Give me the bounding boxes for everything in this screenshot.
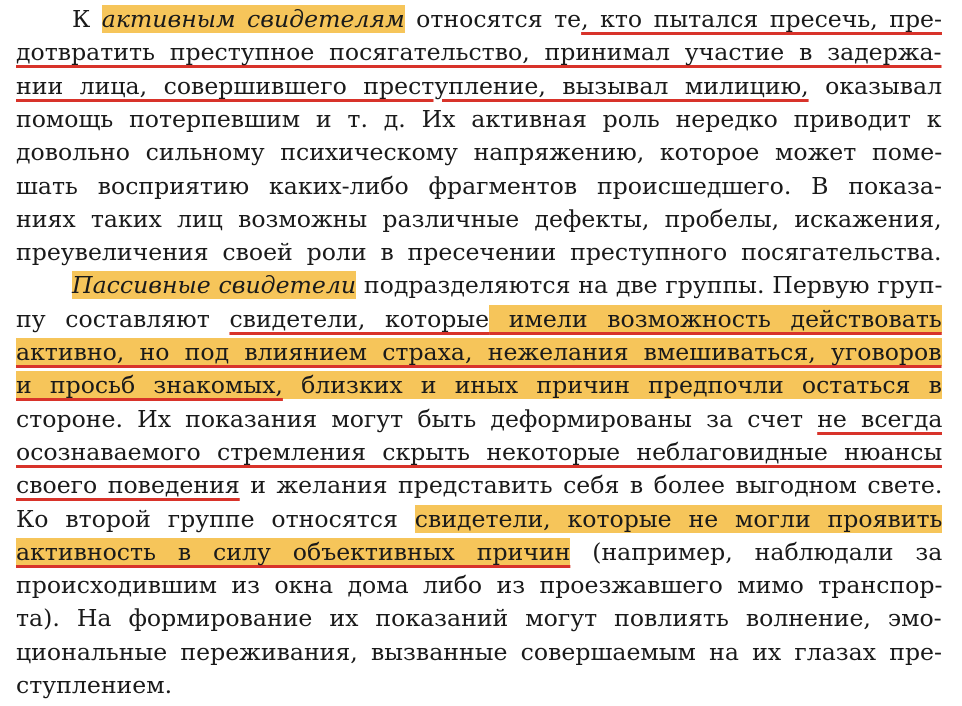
text-line bbox=[72, 268, 942, 302]
text-line bbox=[16, 601, 942, 635]
text-line bbox=[16, 35, 942, 69]
text-segment: преувеличения своей роли в пресечении преступного посягательства. bbox=[16, 238, 942, 267]
highlighted-text: активным свидетелям bbox=[101, 5, 405, 33]
highlighted-underlined-text: и просьб знакомых, bbox=[16, 371, 283, 400]
text-segment: оказывал bbox=[808, 71, 942, 100]
text-segment: подразделяются на две группы. Первую груп- bbox=[356, 271, 942, 300]
text-segment: и желания представить себя в более выгодном свете. bbox=[239, 471, 942, 500]
underlined-text: свидетели, которые bbox=[229, 304, 490, 333]
text-segment: Ко второй группе относятся bbox=[16, 504, 415, 533]
text-line bbox=[16, 235, 942, 269]
text-segment: происходившим из окна дома либо из проезжавшего мимо транспор- bbox=[16, 571, 942, 600]
highlighted-underlined-text: активно, но под влиянием страха, нежелания вмешиваться, уговоров bbox=[16, 338, 942, 366]
text-line bbox=[16, 668, 172, 702]
underlined-text: нии лица, совершившего преступление, вызывал милицию, bbox=[16, 71, 809, 100]
text-line bbox=[16, 202, 942, 236]
text-line bbox=[16, 535, 942, 569]
text-segment: ступлением. bbox=[16, 671, 173, 699]
text-line bbox=[16, 502, 942, 536]
text-segment: довольно сильному психическому напряжению, которое может поме- bbox=[16, 138, 942, 167]
underlined-text: осознаваемого стремления скрыть некоторые неблаговидные нюансы bbox=[16, 437, 942, 466]
text-segment: ниях таких лиц возможны различные дефекты, пробелы, искажения, bbox=[16, 204, 942, 233]
text-segment: пу составляют bbox=[16, 304, 230, 333]
text-line bbox=[16, 169, 942, 203]
text-segment: та). На формирование их показаний могут повлиять волнение, эмо- bbox=[16, 604, 942, 633]
highlighted-text: свидетели, которые не могли проявить bbox=[414, 504, 942, 533]
text-line bbox=[16, 635, 942, 669]
text-line bbox=[16, 402, 942, 436]
underlined-text: , кто пытался пресечь, пре- bbox=[581, 5, 942, 33]
text-line bbox=[16, 135, 942, 169]
text-line bbox=[16, 568, 942, 602]
underlined-text: своего поведения bbox=[16, 471, 240, 500]
highlighted-underlined-text: активность в силу объективных причин bbox=[16, 537, 571, 566]
text-line bbox=[16, 302, 942, 336]
underlined-text: не всегда bbox=[817, 404, 942, 433]
text-segment: К bbox=[72, 5, 102, 33]
text-line bbox=[16, 102, 942, 136]
text-line bbox=[16, 69, 942, 103]
text-line bbox=[16, 335, 942, 369]
text-line bbox=[16, 468, 942, 502]
document-page bbox=[16, 0, 942, 706]
text-line bbox=[16, 368, 942, 402]
highlighted-text: близких и иных причин предпочли остаться в bbox=[282, 371, 942, 400]
text-segment: относятся те bbox=[404, 5, 582, 33]
text-line bbox=[72, 2, 942, 36]
underlined-text: дотвратить преступное посягательство, принимал участие в задержа- bbox=[16, 38, 942, 67]
highlighted-underlined-text: имели возможность действовать bbox=[489, 304, 942, 333]
text-segment: (например, наблюдали за bbox=[570, 537, 942, 566]
text-segment: стороне. Их показания могут быть деформированы за счет bbox=[16, 404, 818, 433]
text-segment: помощь потерпевшим и т. д. Их активная роль нередко приводит к bbox=[16, 104, 942, 133]
text-segment: циональные переживания, вызванные совершаемым на их глазах пре- bbox=[16, 637, 942, 666]
text-segment: шать восприятию каких-либо фрагментов происшедшего. В показа- bbox=[16, 171, 942, 200]
highlighted-text: Пассивные свидетели bbox=[72, 271, 357, 300]
text-line bbox=[16, 435, 942, 469]
